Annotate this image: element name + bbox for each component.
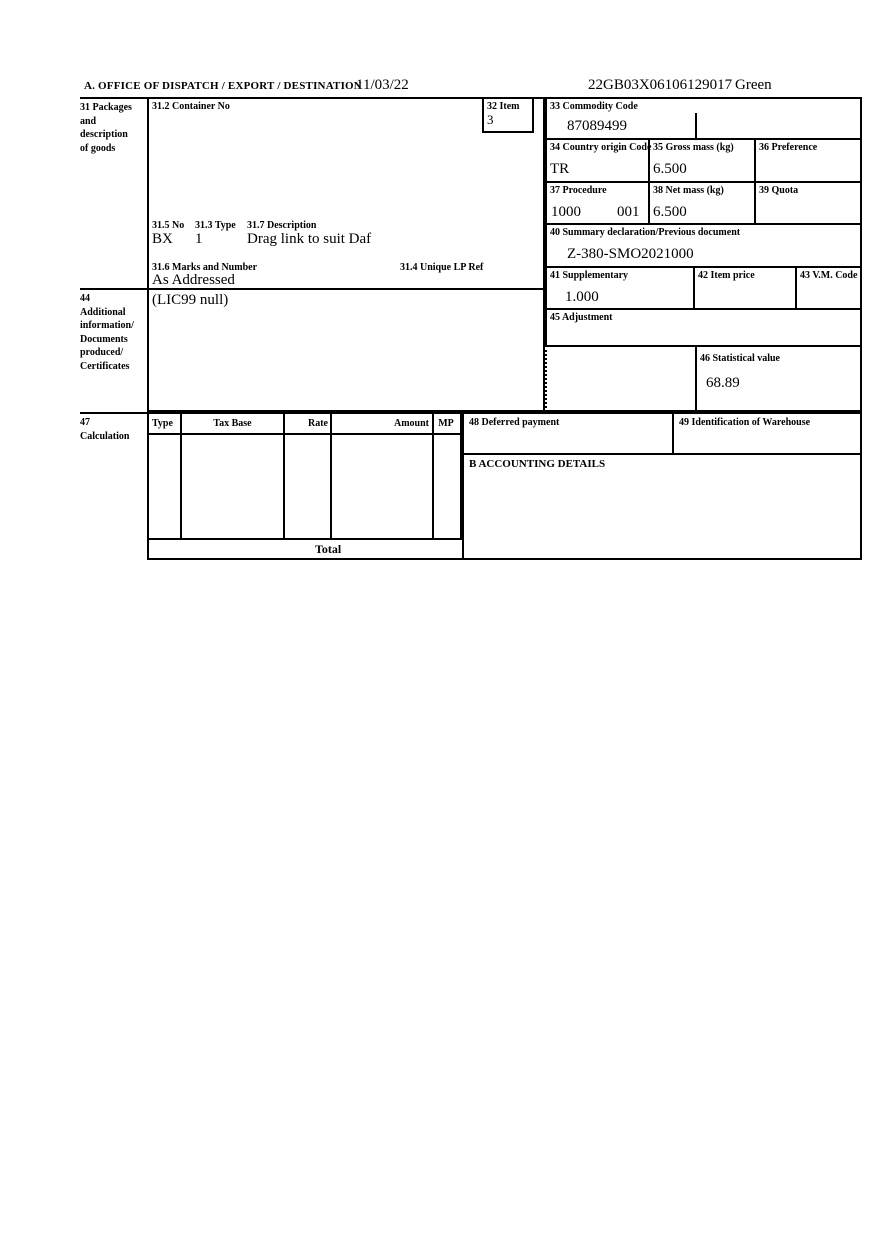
table-header-type: Type xyxy=(152,418,173,429)
box45-adjustment xyxy=(545,308,862,347)
dispatch-date: 11/03/22 xyxy=(356,77,409,93)
box32-label: 32 Item xyxy=(487,101,520,112)
box31-caption-line: and xyxy=(80,115,97,127)
box49-warehouse-identification xyxy=(672,412,862,455)
box44-value: (LIC99 null) xyxy=(152,292,229,308)
box31-caption-line: 31 Packages xyxy=(80,102,132,113)
box40-label: 40 Summary declaration/Previous document xyxy=(550,227,741,238)
routing-status: Green xyxy=(735,77,772,93)
table-header-tax-base: Tax Base xyxy=(213,418,252,429)
section-b-accounting-details xyxy=(462,453,862,560)
box44-additional-information xyxy=(147,288,545,412)
box44-caption-line: 44 xyxy=(80,293,90,304)
box42-item-price xyxy=(693,266,797,310)
box36-preference xyxy=(754,138,862,183)
box31-7-label: 31.7 Description xyxy=(247,220,317,231)
box35-label: 35 Gross mass (kg) xyxy=(653,142,734,153)
table-col-divider xyxy=(330,414,332,538)
box31-caption-line: of goods xyxy=(80,142,116,154)
box35-value: 6.500 xyxy=(653,161,687,177)
box37-value2: 001 xyxy=(617,204,640,220)
box31-caption-line: description xyxy=(80,129,128,140)
box36-label: 36 Preference xyxy=(759,142,818,153)
box46-dotted-subbox xyxy=(545,345,697,412)
box44-caption-line: Documents xyxy=(80,333,128,345)
box47-caption xyxy=(80,416,129,443)
box37-value: 1000 xyxy=(551,204,581,220)
box31-4-label: 31.4 Unique LP Ref xyxy=(400,262,484,273)
box46-label: 46 Statistical value xyxy=(700,353,780,364)
table-header-mp: MP xyxy=(438,418,454,429)
box38-net-mass xyxy=(648,181,756,225)
box31-5-label: 31.5 No xyxy=(152,220,185,231)
box44-caption xyxy=(80,292,134,373)
box33-label: 33 Commodity Code xyxy=(550,101,638,112)
box44-caption-line: Additional xyxy=(80,306,126,318)
section-b-label: B ACCOUNTING DETAILS xyxy=(469,458,606,470)
box32-value: 3 xyxy=(487,112,494,127)
box44-caption-line: produced/ xyxy=(80,347,124,358)
box46-statistical-value xyxy=(695,345,862,412)
box34-label: 34 Country origin Code xyxy=(550,142,652,153)
box41-supplementary xyxy=(545,266,695,310)
box32-item xyxy=(482,97,534,133)
box38-value: 6.500 xyxy=(653,204,687,220)
box34-country-origin xyxy=(545,138,650,183)
total-label: Total xyxy=(315,542,342,556)
box46-value: 68.89 xyxy=(706,375,740,391)
section-a-title: A. OFFICE OF DISPATCH / EXPORT / DESTINATION xyxy=(84,80,362,92)
box44-caption-line: information/ xyxy=(80,320,134,331)
box47-calculation-table xyxy=(147,412,462,540)
box39-quota xyxy=(754,181,862,225)
total-row xyxy=(147,538,462,560)
box40-value: Z-380-SMO2021000 xyxy=(567,246,694,262)
box39-label: 39 Quota xyxy=(759,185,799,196)
movement-reference-number: 22GB03X06106129017 xyxy=(588,77,733,93)
box40-summary-declaration xyxy=(545,223,862,268)
box31-2-label: 31.2 Container No xyxy=(152,101,230,112)
box47-caption-line: Calculation xyxy=(80,430,130,442)
box31-3-value: 1 xyxy=(195,231,203,247)
box43-label: 43 V.M. Code xyxy=(800,270,858,281)
box31-5-value: BX xyxy=(152,231,173,247)
box44-caption-line: Certificates xyxy=(80,360,130,372)
box41-value: 1.000 xyxy=(565,289,599,305)
box37-procedure xyxy=(545,181,650,225)
box33-commodity-code xyxy=(545,97,862,140)
box45-label: 45 Adjustment xyxy=(550,312,613,323)
box48-deferred-payment xyxy=(462,412,674,455)
box42-label: 42 Item price xyxy=(698,270,755,281)
box43-vm-code xyxy=(795,266,862,310)
box35-gross-mass xyxy=(648,138,756,183)
box31-6-value: As Addressed xyxy=(152,272,235,288)
box38-label: 38 Net mass (kg) xyxy=(653,185,724,196)
box41-label: 41 Supplementary xyxy=(550,270,629,281)
box31-3-label: 31.3 Type xyxy=(195,220,236,231)
table-col-divider xyxy=(432,414,434,538)
box48-label: 48 Deferred payment xyxy=(469,417,560,428)
table-header-amount: Amount xyxy=(393,418,429,429)
table-col-divider xyxy=(180,414,182,538)
rule-mid-left-stub xyxy=(80,288,149,290)
box31-caption xyxy=(80,101,132,155)
rule-calc-left-stub xyxy=(80,412,149,414)
box31-7-value: Drag link to suit Daf xyxy=(247,231,372,247)
table-header-rule xyxy=(149,433,460,435)
box37-label: 37 Procedure xyxy=(550,185,607,196)
rule-top-left-stub xyxy=(80,97,149,99)
box47-caption-line: 47 xyxy=(80,417,90,428)
box49-label: 49 Identification of Warehouse xyxy=(679,417,811,428)
box33-value: 87089499 xyxy=(567,118,627,134)
box33-subdivider xyxy=(695,113,697,138)
box34-value: TR xyxy=(550,161,570,177)
table-col-divider xyxy=(283,414,285,538)
box31-6-label: 31.6 Marks and Number xyxy=(152,262,258,273)
table-header-rate: Rate xyxy=(308,418,328,429)
